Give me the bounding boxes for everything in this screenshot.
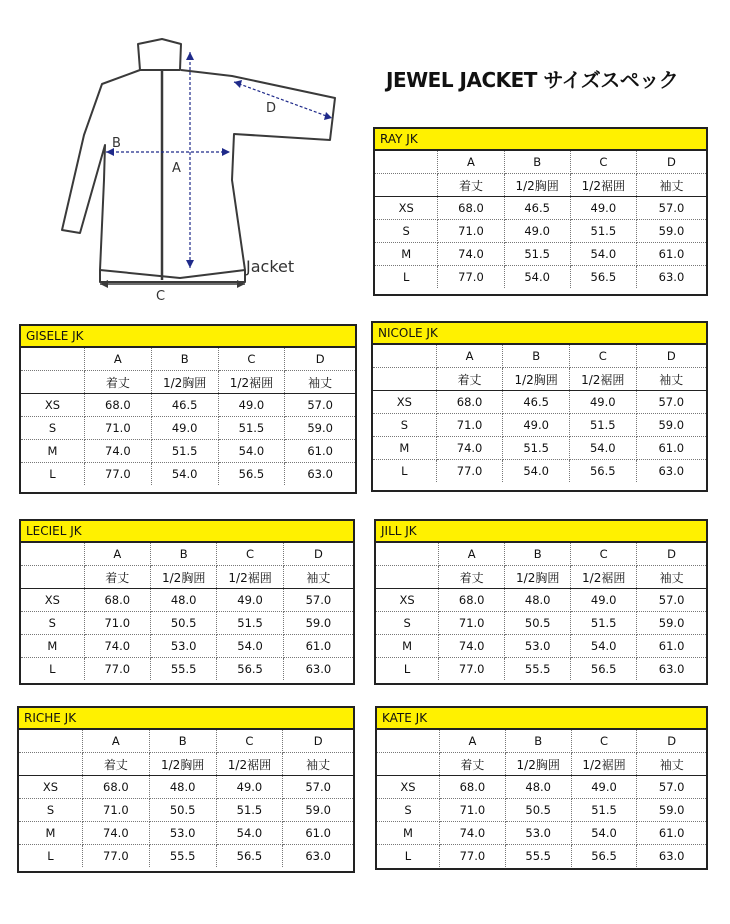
- column-name: 袖丈: [637, 566, 706, 589]
- measurement-cell: 59.0: [285, 417, 355, 440]
- measurement-cell: 55.5: [149, 845, 216, 868]
- letter-header-row: [21, 348, 355, 371]
- size-label: S: [373, 414, 436, 437]
- size-row: [373, 414, 706, 437]
- letter-header-row: [377, 730, 706, 753]
- measurement-cell: 54.0: [151, 463, 218, 486]
- size-row: [375, 266, 706, 289]
- measurement-cell: 56.5: [571, 845, 637, 868]
- size-label: L: [373, 460, 436, 483]
- column-letter: A: [439, 543, 505, 566]
- column-name: 1/2胸囲: [149, 753, 216, 776]
- table-title: RAY JK: [375, 129, 706, 151]
- measurement-cell: 63.0: [285, 463, 355, 486]
- measurement-cell: 68.0: [439, 589, 505, 612]
- measurement-cell: 57.0: [637, 776, 706, 799]
- size-label: L: [375, 266, 438, 289]
- measurement-cell: 57.0: [636, 391, 706, 414]
- table-title: NICOLE JK: [373, 323, 706, 345]
- column-letter: C: [571, 730, 637, 753]
- spec-table-leciel: [19, 519, 355, 685]
- measurement-cell: 49.0: [571, 589, 637, 612]
- column-name: 1/2裾囲: [216, 753, 283, 776]
- measurement-cell: 71.0: [84, 417, 151, 440]
- measure-header-row: [375, 174, 706, 197]
- corner-cell: [375, 151, 438, 174]
- measurement-cell: 54.0: [569, 437, 636, 460]
- size-table: [19, 730, 353, 867]
- measurement-cell: 61.0: [636, 437, 706, 460]
- size-label: M: [376, 635, 439, 658]
- measure-header-row: [373, 368, 706, 391]
- measurement-cell: 51.5: [504, 243, 570, 266]
- column-name: 1/2胸囲: [505, 566, 571, 589]
- size-table: [375, 151, 706, 288]
- measurement-cell: 71.0: [438, 220, 504, 243]
- column-letter: D: [637, 543, 706, 566]
- measurement-cell: 49.0: [504, 220, 570, 243]
- size-label: S: [376, 612, 439, 635]
- measurement-cell: 51.5: [503, 437, 570, 460]
- measurement-cell: 77.0: [84, 658, 150, 681]
- measurement-cell: 77.0: [436, 460, 503, 483]
- measure-header-row: [377, 753, 706, 776]
- measurement-cell: 50.5: [505, 612, 571, 635]
- size-row: [21, 589, 353, 612]
- corner-cell: [21, 543, 84, 566]
- size-label: L: [19, 845, 82, 868]
- measurement-cell: 51.5: [570, 220, 636, 243]
- size-row: [375, 243, 706, 266]
- measurement-cell: 57.0: [283, 589, 353, 612]
- column-name: 着丈: [84, 566, 150, 589]
- column-letter: B: [504, 151, 570, 174]
- corner-cell: [376, 543, 439, 566]
- measurement-cell: 54.0: [570, 243, 636, 266]
- measurement-cell: 54.0: [217, 635, 283, 658]
- size-row: [19, 776, 353, 799]
- size-table: [373, 345, 706, 482]
- column-name: 1/2裾囲: [570, 174, 636, 197]
- measurement-cell: 77.0: [82, 845, 149, 868]
- measurement-cell: 71.0: [436, 414, 503, 437]
- size-row: [377, 845, 706, 868]
- column-letter: B: [150, 543, 216, 566]
- measurement-cell: 49.0: [217, 589, 283, 612]
- measurement-cell: 59.0: [637, 612, 706, 635]
- measurement-cell: 54.0: [218, 440, 285, 463]
- measurement-cell: 59.0: [636, 220, 706, 243]
- column-name: 着丈: [82, 753, 149, 776]
- size-label: XS: [21, 589, 84, 612]
- letter-header-row: [21, 543, 353, 566]
- column-letter: D: [285, 348, 355, 371]
- jacket-diagram: [50, 30, 360, 315]
- size-label: L: [21, 463, 84, 486]
- size-row: [377, 776, 706, 799]
- measurement-cell: 48.0: [505, 589, 571, 612]
- diagram-label-b: B: [112, 136, 121, 151]
- corner-cell: [375, 174, 438, 197]
- spec-table-nicole: [371, 321, 708, 492]
- measurement-cell: 56.5: [216, 845, 283, 868]
- measurement-cell: 51.5: [216, 799, 283, 822]
- table-title: JILL JK: [376, 521, 706, 543]
- table-title: LECIEL JK: [21, 521, 353, 543]
- column-name: 着丈: [440, 753, 506, 776]
- size-row: [21, 394, 355, 417]
- column-letter: D: [283, 730, 353, 753]
- size-label: S: [375, 220, 438, 243]
- measure-header-row: [376, 566, 706, 589]
- measurement-cell: 61.0: [637, 635, 706, 658]
- column-letter: D: [283, 543, 353, 566]
- column-name: 1/2裾囲: [569, 368, 636, 391]
- table-title: RICHE JK: [19, 708, 353, 730]
- size-row: [21, 440, 355, 463]
- measurement-cell: 54.0: [571, 635, 637, 658]
- measurement-cell: 49.0: [151, 417, 218, 440]
- corner-cell: [19, 730, 82, 753]
- measurement-cell: 63.0: [636, 266, 706, 289]
- column-name: 1/2裾囲: [217, 566, 283, 589]
- letter-header-row: [19, 730, 353, 753]
- measurement-cell: 50.5: [149, 799, 216, 822]
- size-label: XS: [19, 776, 82, 799]
- size-row: [21, 612, 353, 635]
- column-name: 着丈: [439, 566, 505, 589]
- measurement-cell: 49.0: [570, 197, 636, 220]
- measurement-cell: 55.5: [505, 845, 571, 868]
- size-row: [373, 437, 706, 460]
- column-letter: C: [216, 730, 283, 753]
- measurement-cell: 51.5: [217, 612, 283, 635]
- measurement-cell: 55.5: [505, 658, 571, 681]
- size-table: [21, 543, 353, 680]
- size-label: S: [21, 612, 84, 635]
- column-name: 1/2裾囲: [571, 566, 637, 589]
- measurement-cell: 49.0: [571, 776, 637, 799]
- measurement-cell: 74.0: [84, 635, 150, 658]
- measurement-cell: 61.0: [637, 822, 706, 845]
- table-title: KATE JK: [377, 708, 706, 730]
- measurement-cell: 63.0: [636, 460, 706, 483]
- size-row: [375, 220, 706, 243]
- size-row: [21, 417, 355, 440]
- size-label: XS: [375, 197, 438, 220]
- measurement-cell: 61.0: [285, 440, 355, 463]
- measurement-cell: 46.5: [503, 391, 570, 414]
- column-letter: B: [503, 345, 570, 368]
- column-name: 1/2胸囲: [151, 371, 218, 394]
- measurement-cell: 77.0: [438, 266, 504, 289]
- size-label: S: [377, 799, 440, 822]
- column-name: 1/2胸囲: [504, 174, 570, 197]
- measurement-cell: 56.5: [569, 460, 636, 483]
- size-row: [19, 822, 353, 845]
- column-name: 1/2裾囲: [571, 753, 637, 776]
- measurement-cell: 46.5: [151, 394, 218, 417]
- measurement-cell: 54.0: [504, 266, 570, 289]
- column-letter: C: [570, 151, 636, 174]
- measurement-cell: 48.0: [150, 589, 216, 612]
- size-row: [376, 658, 706, 681]
- spec-table-jill: [374, 519, 708, 685]
- size-label: M: [377, 822, 440, 845]
- corner-cell: [373, 368, 436, 391]
- size-row: [376, 589, 706, 612]
- measurement-cell: 74.0: [440, 822, 506, 845]
- column-letter: B: [149, 730, 216, 753]
- measurement-cell: 56.5: [571, 658, 637, 681]
- table-title: GISELE JK: [21, 326, 355, 348]
- size-label: XS: [21, 394, 84, 417]
- measurement-cell: 53.0: [505, 635, 571, 658]
- size-row: [376, 612, 706, 635]
- corner-cell: [376, 566, 439, 589]
- measurement-cell: 55.5: [150, 658, 216, 681]
- size-row: [373, 391, 706, 414]
- measurement-cell: 51.5: [571, 799, 637, 822]
- size-table: [377, 730, 706, 867]
- column-name: 袖丈: [636, 174, 706, 197]
- size-label: M: [21, 635, 84, 658]
- measurement-cell: 54.0: [571, 822, 637, 845]
- measurement-cell: 46.5: [504, 197, 570, 220]
- size-label: L: [377, 845, 440, 868]
- measurement-cell: 51.5: [151, 440, 218, 463]
- column-name: 袖丈: [283, 753, 353, 776]
- measurement-cell: 56.5: [570, 266, 636, 289]
- column-letter: C: [217, 543, 283, 566]
- measurement-cell: 54.0: [503, 460, 570, 483]
- measurement-cell: 63.0: [283, 658, 353, 681]
- measurement-cell: 59.0: [283, 612, 353, 635]
- column-letter: A: [82, 730, 149, 753]
- measurement-cell: 53.0: [505, 822, 571, 845]
- measurement-cell: 49.0: [569, 391, 636, 414]
- column-name: 着丈: [436, 368, 503, 391]
- measurement-cell: 71.0: [82, 799, 149, 822]
- measurement-cell: 61.0: [283, 822, 353, 845]
- spec-table-gisele: [19, 324, 357, 494]
- measurement-cell: 56.5: [218, 463, 285, 486]
- measurement-cell: 49.0: [216, 776, 283, 799]
- measurement-cell: 74.0: [439, 635, 505, 658]
- measurement-cell: 74.0: [436, 437, 503, 460]
- size-label: M: [19, 822, 82, 845]
- measurement-cell: 56.5: [217, 658, 283, 681]
- corner-cell: [21, 566, 84, 589]
- size-label: M: [373, 437, 436, 460]
- column-letter: D: [636, 151, 706, 174]
- column-letter: C: [218, 348, 285, 371]
- measurement-cell: 77.0: [440, 845, 506, 868]
- letter-header-row: [376, 543, 706, 566]
- measurement-cell: 57.0: [637, 589, 706, 612]
- column-letter: A: [84, 348, 151, 371]
- size-row: [19, 845, 353, 868]
- column-name: 1/2胸囲: [503, 368, 570, 391]
- measurement-cell: 49.0: [218, 394, 285, 417]
- measure-header-row: [21, 371, 355, 394]
- size-label: XS: [373, 391, 436, 414]
- column-letter: C: [569, 345, 636, 368]
- measurement-cell: 74.0: [82, 822, 149, 845]
- column-name: 袖丈: [636, 368, 706, 391]
- measurement-cell: 59.0: [637, 799, 706, 822]
- measurement-cell: 71.0: [440, 799, 506, 822]
- corner-cell: [21, 371, 84, 394]
- size-label: M: [21, 440, 84, 463]
- size-label: L: [21, 658, 84, 681]
- spec-table-ray: [373, 127, 708, 296]
- corner-cell: [377, 730, 440, 753]
- column-letter: A: [438, 151, 504, 174]
- size-label: XS: [377, 776, 440, 799]
- size-row: [21, 463, 355, 486]
- size-row: [373, 460, 706, 483]
- size-row: [377, 822, 706, 845]
- column-letter: A: [84, 543, 150, 566]
- measurement-cell: 61.0: [636, 243, 706, 266]
- column-letter: D: [636, 345, 706, 368]
- size-row: [21, 658, 353, 681]
- measurement-cell: 57.0: [636, 197, 706, 220]
- measurement-cell: 48.0: [505, 776, 571, 799]
- measurement-cell: 74.0: [438, 243, 504, 266]
- size-table: [21, 348, 355, 485]
- column-letter: B: [505, 543, 571, 566]
- corner-cell: [377, 753, 440, 776]
- measurement-cell: 77.0: [439, 658, 505, 681]
- corner-cell: [373, 345, 436, 368]
- measurement-cell: 59.0: [636, 414, 706, 437]
- measurement-cell: 51.5: [571, 612, 637, 635]
- size-label: S: [19, 799, 82, 822]
- column-name: 袖丈: [637, 753, 706, 776]
- measurement-cell: 50.5: [505, 799, 571, 822]
- measurement-cell: 63.0: [637, 658, 706, 681]
- size-label: XS: [376, 589, 439, 612]
- spec-table-kate: [375, 706, 708, 870]
- column-name: 着丈: [438, 174, 504, 197]
- size-label: M: [375, 243, 438, 266]
- page-title: JEWEL JACKET サイズスペック: [386, 68, 679, 92]
- diagram-label-a: A: [172, 161, 181, 176]
- diagram-label-d: D: [266, 101, 277, 116]
- column-letter: B: [151, 348, 218, 371]
- measurement-cell: 49.0: [503, 414, 570, 437]
- measurement-cell: 61.0: [283, 635, 353, 658]
- measurement-cell: 48.0: [149, 776, 216, 799]
- column-letter: A: [440, 730, 506, 753]
- measurement-cell: 71.0: [84, 612, 150, 635]
- letter-header-row: [373, 345, 706, 368]
- column-letter: C: [571, 543, 637, 566]
- size-row: [375, 197, 706, 220]
- size-row: [376, 635, 706, 658]
- measurement-cell: 68.0: [82, 776, 149, 799]
- corner-cell: [21, 348, 84, 371]
- measurement-cell: 68.0: [84, 394, 151, 417]
- measurement-cell: 68.0: [438, 197, 504, 220]
- measurement-cell: 59.0: [283, 799, 353, 822]
- measurement-cell: 53.0: [149, 822, 216, 845]
- size-label: L: [376, 658, 439, 681]
- size-row: [377, 799, 706, 822]
- column-name: 袖丈: [283, 566, 353, 589]
- column-name: 1/2裾囲: [218, 371, 285, 394]
- measurement-cell: 57.0: [283, 776, 353, 799]
- measurement-cell: 51.5: [569, 414, 636, 437]
- measurement-cell: 57.0: [285, 394, 355, 417]
- corner-cell: [19, 753, 82, 776]
- size-table: [376, 543, 706, 680]
- size-row: [19, 799, 353, 822]
- spec-table-riche: [17, 706, 355, 873]
- column-letter: B: [505, 730, 571, 753]
- column-name: 着丈: [84, 371, 151, 394]
- measurement-cell: 71.0: [439, 612, 505, 635]
- diagram-label-c: C: [156, 289, 166, 304]
- size-label: S: [21, 417, 84, 440]
- measurement-cell: 50.5: [150, 612, 216, 635]
- measurement-cell: 68.0: [440, 776, 506, 799]
- measurement-cell: 63.0: [283, 845, 353, 868]
- measurement-cell: 54.0: [216, 822, 283, 845]
- measurement-cell: 68.0: [84, 589, 150, 612]
- measurement-cell: 68.0: [436, 391, 503, 414]
- column-letter: A: [436, 345, 503, 368]
- measurement-cell: 51.5: [218, 417, 285, 440]
- measure-header-row: [21, 566, 353, 589]
- letter-header-row: [375, 151, 706, 174]
- measurement-cell: 53.0: [150, 635, 216, 658]
- column-name: 1/2胸囲: [505, 753, 571, 776]
- column-letter: D: [637, 730, 706, 753]
- measurement-cell: 77.0: [84, 463, 151, 486]
- measurement-cell: 74.0: [84, 440, 151, 463]
- measure-header-row: [19, 753, 353, 776]
- measurement-cell: 63.0: [637, 845, 706, 868]
- diagram-caption: Jacket: [246, 257, 295, 276]
- column-name: 袖丈: [285, 371, 355, 394]
- size-row: [21, 635, 353, 658]
- column-name: 1/2胸囲: [150, 566, 216, 589]
